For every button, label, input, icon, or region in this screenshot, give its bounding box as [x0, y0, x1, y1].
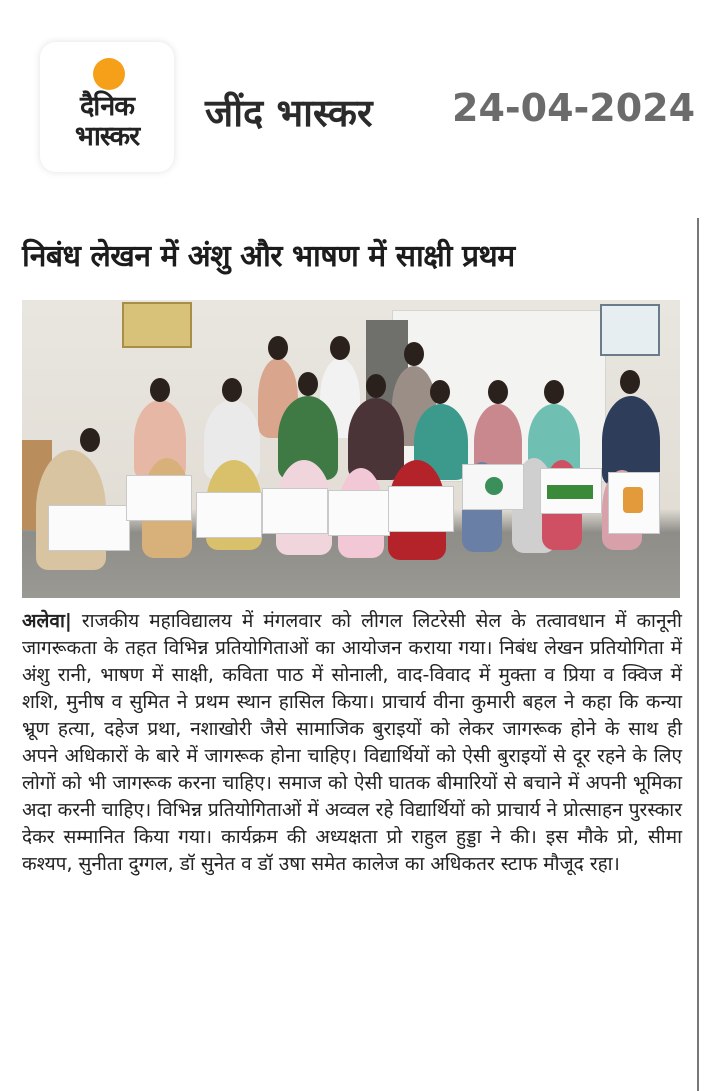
person-head: [80, 428, 100, 452]
edition-title: जींद भास्कर: [205, 91, 373, 135]
sun-icon: [93, 58, 125, 90]
person-head: [404, 342, 424, 366]
newspaper-logo: [40, 42, 174, 172]
drawing-sheet: [48, 505, 130, 551]
person-head: [298, 372, 318, 396]
group-photo: [22, 300, 680, 598]
article-headline: निबंध लेखन में अंशु और भाषण में साक्षी प्रथम: [22, 239, 515, 274]
wall-plaque: [122, 302, 192, 348]
person-head: [222, 378, 242, 402]
drawing-sheet: [328, 490, 390, 536]
person-head: [544, 380, 564, 404]
logo-text-line1: दैनिक: [79, 91, 135, 122]
column-divider: [697, 218, 699, 1091]
publication-date: 24-04-2024: [452, 86, 696, 130]
drawing-sheet: [540, 468, 602, 514]
drawing-sheet: [608, 472, 660, 534]
article-body: [22, 608, 682, 878]
person-head: [330, 336, 350, 360]
person-head: [268, 336, 288, 360]
wall-poster: [600, 304, 660, 356]
globe-drawing: [485, 477, 503, 495]
person-head: [366, 374, 386, 398]
flag-drawing: [547, 485, 593, 499]
drawing-sheet: [196, 492, 262, 538]
person-head: [620, 370, 640, 394]
drawing-sheet: [262, 488, 328, 534]
figure-drawing: [623, 487, 643, 513]
logo-text-line2: भास्कर: [74, 121, 140, 152]
drawing-sheet: [388, 486, 454, 532]
article-paragraph: राजकीय महाविद्यालय में मंगलवार को लीगल लिटरेसी सेल के तत्वावधान में कानूनी जागरूकता के तहत विभिन्न प्रतियोगिताओं का आयोजन कराया गया। निबंध लेखन प्रतियोगिता में अंशु रानी, भाषण में साक्षी, कविता पाठ में सोनाली, वाद-विवाद में मुक्ता व प्रिया व क्विज में शशि, मुनीष व सुमित ने प्रथम स्थान हासिल किया। प्राचार्य वीना कुमारी बहल ने कहा कि कन्या भ्रूण हत्या, दहेज प्रथा, नशाखोरी जैसे सामाजिक बुराइयों को लेकर जागरूक होने के साथ ही अपने अधिकारों के बारे में जागरूक होना चाहिए। विद्यार्थियों को ऐसी बुराइयों से दूर रहने के लिए लोगों को भी जागरूक करना चाहिए। समाज को ऐसी घातक बीमारियों से बचाने में अपनी भूमिका अदा करनी चाहिए। विभिन्न प्रतियोगिताओं में अव्वल रहे विद्यार्थियों को प्राचार्य ने प्रोत्साहन पुरस्कार देकर सम्मानित किया गया। कार्यक्रम की अध्यक्षता प्रो राहुल हुड्डा ने की। इस मौके प्रो, सीमा कश्यप, सुनीता दुग्गल, डॉ सुनेत व डॉ उषा समेत कालेज का अधिकतर स्टाफ मौजूद रहा।: [22, 610, 682, 875]
person-head: [488, 380, 508, 404]
dateline: अलेवा|: [22, 610, 72, 632]
person-head: [150, 378, 170, 402]
drawing-sheet: [462, 464, 524, 510]
person-head: [430, 380, 450, 404]
drawing-sheet: [126, 475, 192, 521]
